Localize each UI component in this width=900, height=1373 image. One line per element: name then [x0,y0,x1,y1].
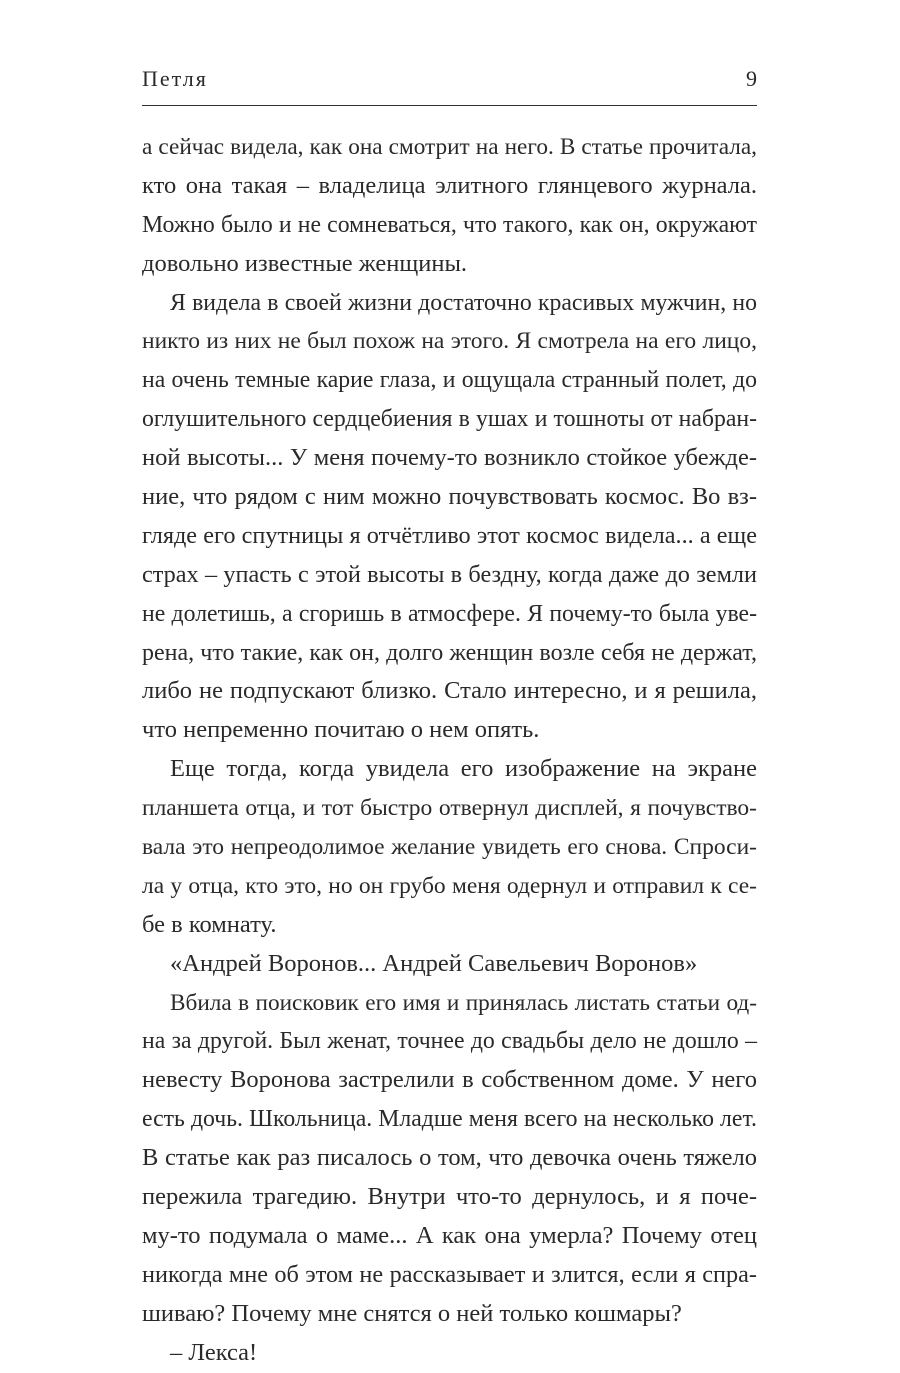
text-line: кто она такая – владелица элитного глянцевого журнала. [142,171,757,199]
text-line: рена, что такие, как он, долго женщин возле себя не держат, [142,639,757,666]
running-header [142,64,757,96]
text-line: страх – упасть с этой высоты в бездну, когда даже до земли [142,560,757,588]
text-line: гляде его спутницы я отчётливо этот космос видела... а еще [142,521,757,549]
text-line: либо не подпускают близко. Стало интересно, и я решила, [142,677,757,705]
text-line: В статье как раз писалось о том, что девочка очень тяжело [142,1144,757,1172]
text-line: – Лекса! [170,1338,258,1366]
body-text [142,128,757,1373]
text-line: Еще тогда, когда увидела его изображение на экране [170,755,757,783]
text-line: Можно было и не сомневаться, что такого, как он, окружают [142,211,757,238]
page-number: 9 [746,66,757,91]
text-line: есть дочь. Школьница. Младше меня всего на несколько лет. [142,1106,757,1133]
text-line: Я видела в своей жизни достаточно красивых мужчин, но [170,289,757,316]
text-line: му-то подумала о маме... А как она умерла? Почему отец [142,1221,757,1249]
header-rule [142,105,757,106]
text-line: оглушительного сердцебиения в ушах и тошноты от набран- [142,406,757,433]
text-line: довольно известные женщины. [142,249,468,277]
text-line: ние, что рядом с ним можно почувствовать космос. Во вз- [142,483,757,511]
text-line: что непременно почитаю о нем опять. [142,716,540,744]
text-line: ла у отца, кто это, но он грубо меня одернул и отправил к се- [142,872,757,899]
text-line: не долетишь, а сгоришь в атмосфере. Я почему-то была уве- [142,600,757,627]
text-line: никто из них не был похож на этого. Я смотрела на его лицо, [142,328,757,355]
text-line: «Андрей Воронов... Андрей Савельевич Воронов» [170,949,698,977]
text-line: бе в комнату. [142,910,277,938]
text-line: вала это непреодолимое желание увидеть его снова. Спроси- [142,834,757,861]
text-line: невесту Воронова застрелили в собственном доме. У него [142,1066,757,1094]
text-line: а сейчас видела, как она смотрит на него. В статье прочитала, [142,134,757,160]
text-line: шиваю? Почему мне снятся о ней только кошмары? [142,1299,682,1327]
text-line: на очень темные карие глаза, и ощущала странный полет, до [142,367,757,394]
text-line: ной высоты... У меня почему-то возникло стойкое убежде- [142,444,757,472]
text-line: на за другой. Был женат, точнее до свадьбы дело не дошло – [142,1028,757,1055]
running-title: Петля [142,66,208,91]
text-line: пережила трагедию. Внутри что-то дернулось, и я поче- [142,1183,757,1211]
text-line: никогда мне об этом не рассказывает и злится, если я спра- [142,1260,757,1288]
text-line: Вбила в поисковик его имя и принялась листать статьи од- [170,989,757,1016]
text-line: планшета отца, и тот быстро отвернул дисплей, я почувство- [142,795,757,822]
